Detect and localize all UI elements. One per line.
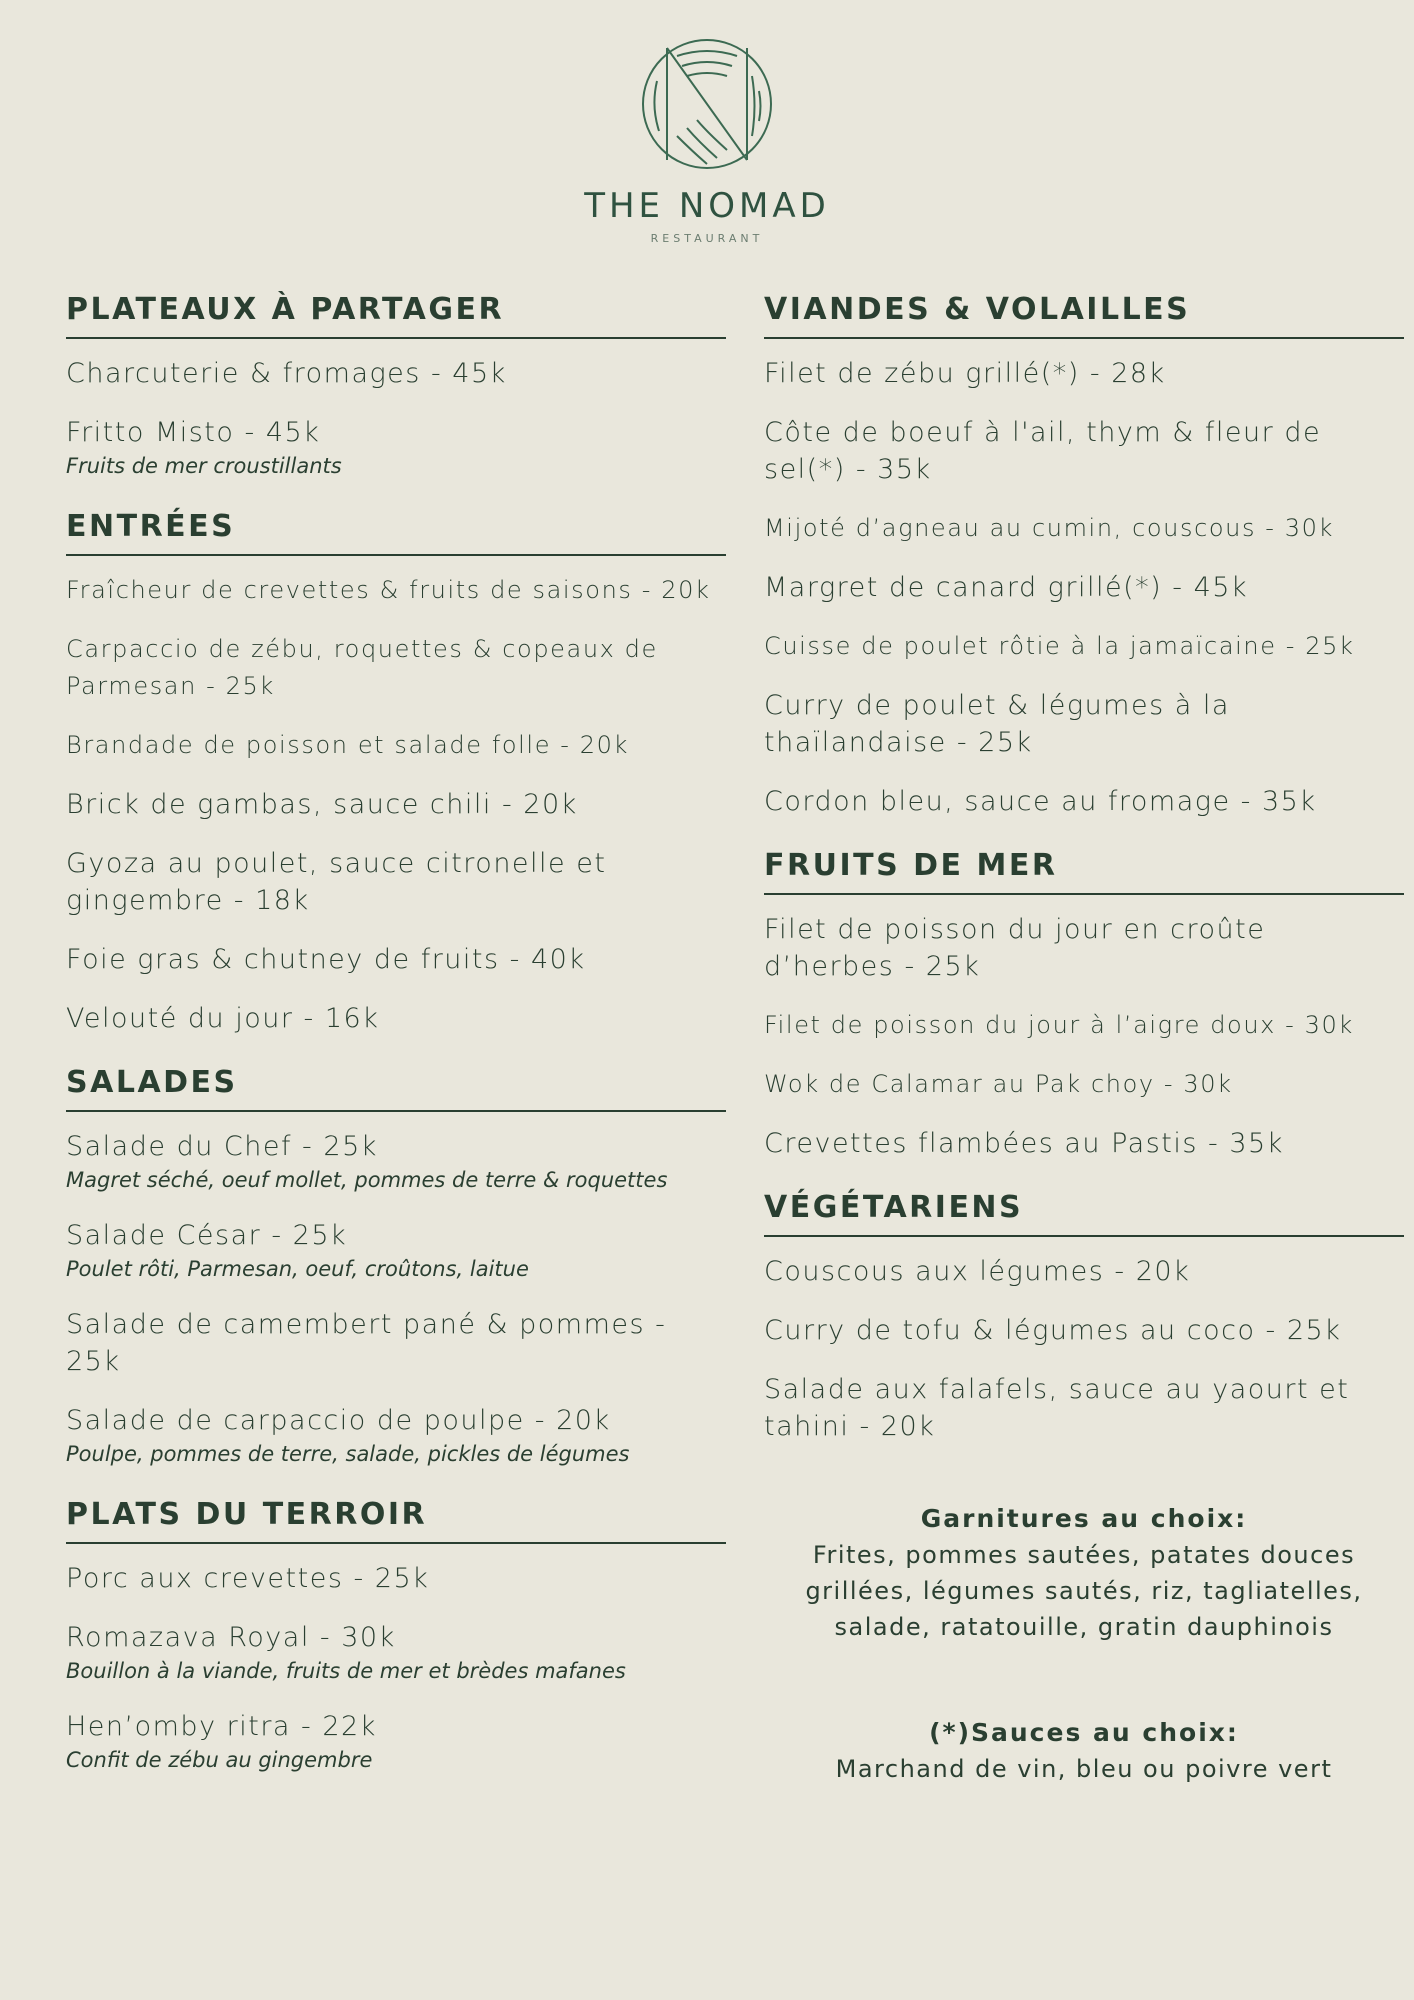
section-title: PLATEAUX À PARTAGER (66, 292, 726, 339)
section-salades (66, 1065, 726, 1469)
item-name: Margret de canard grillé(*) - 45k (764, 572, 1249, 603)
menu-item (66, 1217, 726, 1284)
sauces-text: Marchand de vin, bleu ou poivre vert (835, 1755, 1333, 1783)
menu-item (764, 414, 1404, 488)
item-name: Wok de Calamar au Pak choy - 30k (764, 1070, 1233, 1098)
item-name: Hen’omby ritra - 22k (66, 1711, 377, 1742)
right-column (764, 292, 1404, 1857)
item-name: Gyoza au poulet, sauce citronelle et gingembre - 18k (66, 848, 607, 916)
menu-item (764, 1371, 1404, 1445)
brand-name: THE NOMAD (584, 186, 830, 226)
menu-item (764, 628, 1404, 665)
item-name: Côte de boeuf à l'ail, thym & fleur de sel(*) - 35k (764, 417, 1322, 485)
menu-item (66, 414, 726, 481)
section-viandes (764, 292, 1404, 820)
menu-item (66, 1708, 726, 1775)
menu-item (66, 1619, 726, 1686)
sauces-title: (*)Sauces au choix: (929, 1718, 1239, 1747)
garnitures-title: Garnitures au choix: (920, 1504, 1248, 1533)
menu-item (66, 941, 726, 978)
menu-item (764, 1066, 1404, 1103)
section-terroir (66, 1497, 726, 1775)
menu-item (66, 786, 726, 823)
item-name: Cuisse de poulet rôtie à la jamaïcaine - 25k (764, 632, 1355, 660)
menu-item (66, 727, 726, 764)
item-name: Foie gras & chutney de fruits - 40k (66, 944, 586, 975)
item-description: Confit de zébu au gingembre (66, 1748, 373, 1772)
item-name: Salade César - 25k (66, 1220, 348, 1251)
item-name: Romazava Royal - 30k (66, 1622, 396, 1653)
menu-item (66, 355, 726, 392)
item-name: Filet de poisson du jour à l’aigre doux - 30k (764, 1011, 1354, 1039)
item-name: Filet de zébu grillé(*) - 28k (764, 358, 1166, 389)
section-title: ENTRÉES (66, 509, 726, 556)
item-name: Salade de camembert pané & pommes - 25k (66, 1309, 667, 1377)
item-name: Salade de carpaccio de poulpe - 20k (66, 1405, 611, 1436)
section-title: PLATS DU TERROIR (66, 1497, 726, 1544)
menu-item (66, 1306, 726, 1380)
section-vegetariens (764, 1190, 1404, 1445)
nomad-leaf-logo-icon (637, 36, 777, 176)
menu-item (66, 845, 726, 919)
menu-item (764, 911, 1404, 985)
menu-item (764, 1007, 1404, 1044)
menu-item (66, 1128, 726, 1195)
menu-item (764, 687, 1404, 761)
item-description: Poulpe, pommes de terre, salade, pickles de légumes (66, 1442, 630, 1466)
restaurant-logo (0, 36, 1414, 245)
section-title: SALADES (66, 1065, 726, 1112)
item-name: Curry de poulet & légumes à la thaïlandaise - 25k (764, 690, 1230, 758)
item-name: Filet de poisson du jour en croûte d’herbes - 25k (764, 914, 1266, 982)
item-description: Fruits de mer croustillants (66, 454, 342, 478)
item-name: Salade du Chef - 25k (66, 1131, 378, 1162)
item-name: Brick de gambas, sauce chili - 20k (66, 789, 578, 820)
menu-item (66, 1560, 726, 1597)
menu-item (764, 1253, 1404, 1290)
item-description: Magret séché, oeuf mollet, pommes de terre & roquettes (66, 1168, 668, 1192)
menu-item (66, 572, 726, 609)
item-name: Couscous aux légumes - 20k (764, 1256, 1191, 1287)
section-fruits-de-mer (764, 848, 1404, 1162)
item-name: Charcuterie & fromages - 45k (66, 358, 507, 389)
item-name: Velouté du jour - 16k (66, 1003, 380, 1034)
menu-item (764, 355, 1404, 392)
menu-item (764, 783, 1404, 820)
section-plateaux (66, 292, 726, 481)
item-description: Bouillon à la viande, fruits de mer et brèdes mafanes (66, 1659, 626, 1683)
menu-item (66, 1402, 726, 1469)
brand-subtitle: RESTAURANT (650, 232, 764, 245)
item-name: Fraîcheur de crevettes & fruits de saisons - 20k (66, 576, 711, 604)
menu-item (66, 631, 726, 705)
item-name: Salade aux falafels, sauce au yaourt et tahini - 20k (764, 1374, 1350, 1442)
item-name: Mijoté d’agneau au cumin, couscous - 30k (764, 514, 1335, 542)
section-entrees (66, 509, 726, 1037)
item-name: Crevettes flambées au Pastis - 35k (764, 1128, 1284, 1159)
item-name: Curry de tofu & légumes au coco - 25k (764, 1315, 1342, 1346)
section-title: VÉGÉTARIENS (764, 1190, 1404, 1237)
section-title: VIANDES & VOLAILLES (764, 292, 1404, 339)
menu-item (764, 1125, 1404, 1162)
item-name: Cordon bleu, sauce au fromage - 35k (764, 786, 1317, 817)
menu-item (764, 510, 1404, 547)
left-column (66, 292, 726, 1803)
item-description: Poulet rôti, Parmesan, oeuf, croûtons, laitue (66, 1257, 529, 1281)
menu-item (764, 1312, 1404, 1349)
sauces-note (764, 1715, 1404, 1787)
item-name: Carpaccio de zébu, roquettes & copeaux de Parmesan - 25k (66, 635, 658, 700)
notes (764, 1501, 1404, 1787)
menu-item (66, 1000, 726, 1037)
item-name: Brandade de poisson et salade folle - 20k (66, 731, 630, 759)
item-name: Porc aux crevettes - 25k (66, 1563, 430, 1594)
menu-item (764, 569, 1404, 606)
garnitures-text: Frites, pommes sautées, patates douces grillées, légumes sautés, riz, tagliatelles, salade, ratatouille, gratin dauphinois (805, 1541, 1363, 1641)
garnitures-note (764, 1501, 1404, 1645)
section-title: FRUITS DE MER (764, 848, 1404, 895)
item-name: Fritto Misto - 45k (66, 417, 321, 448)
